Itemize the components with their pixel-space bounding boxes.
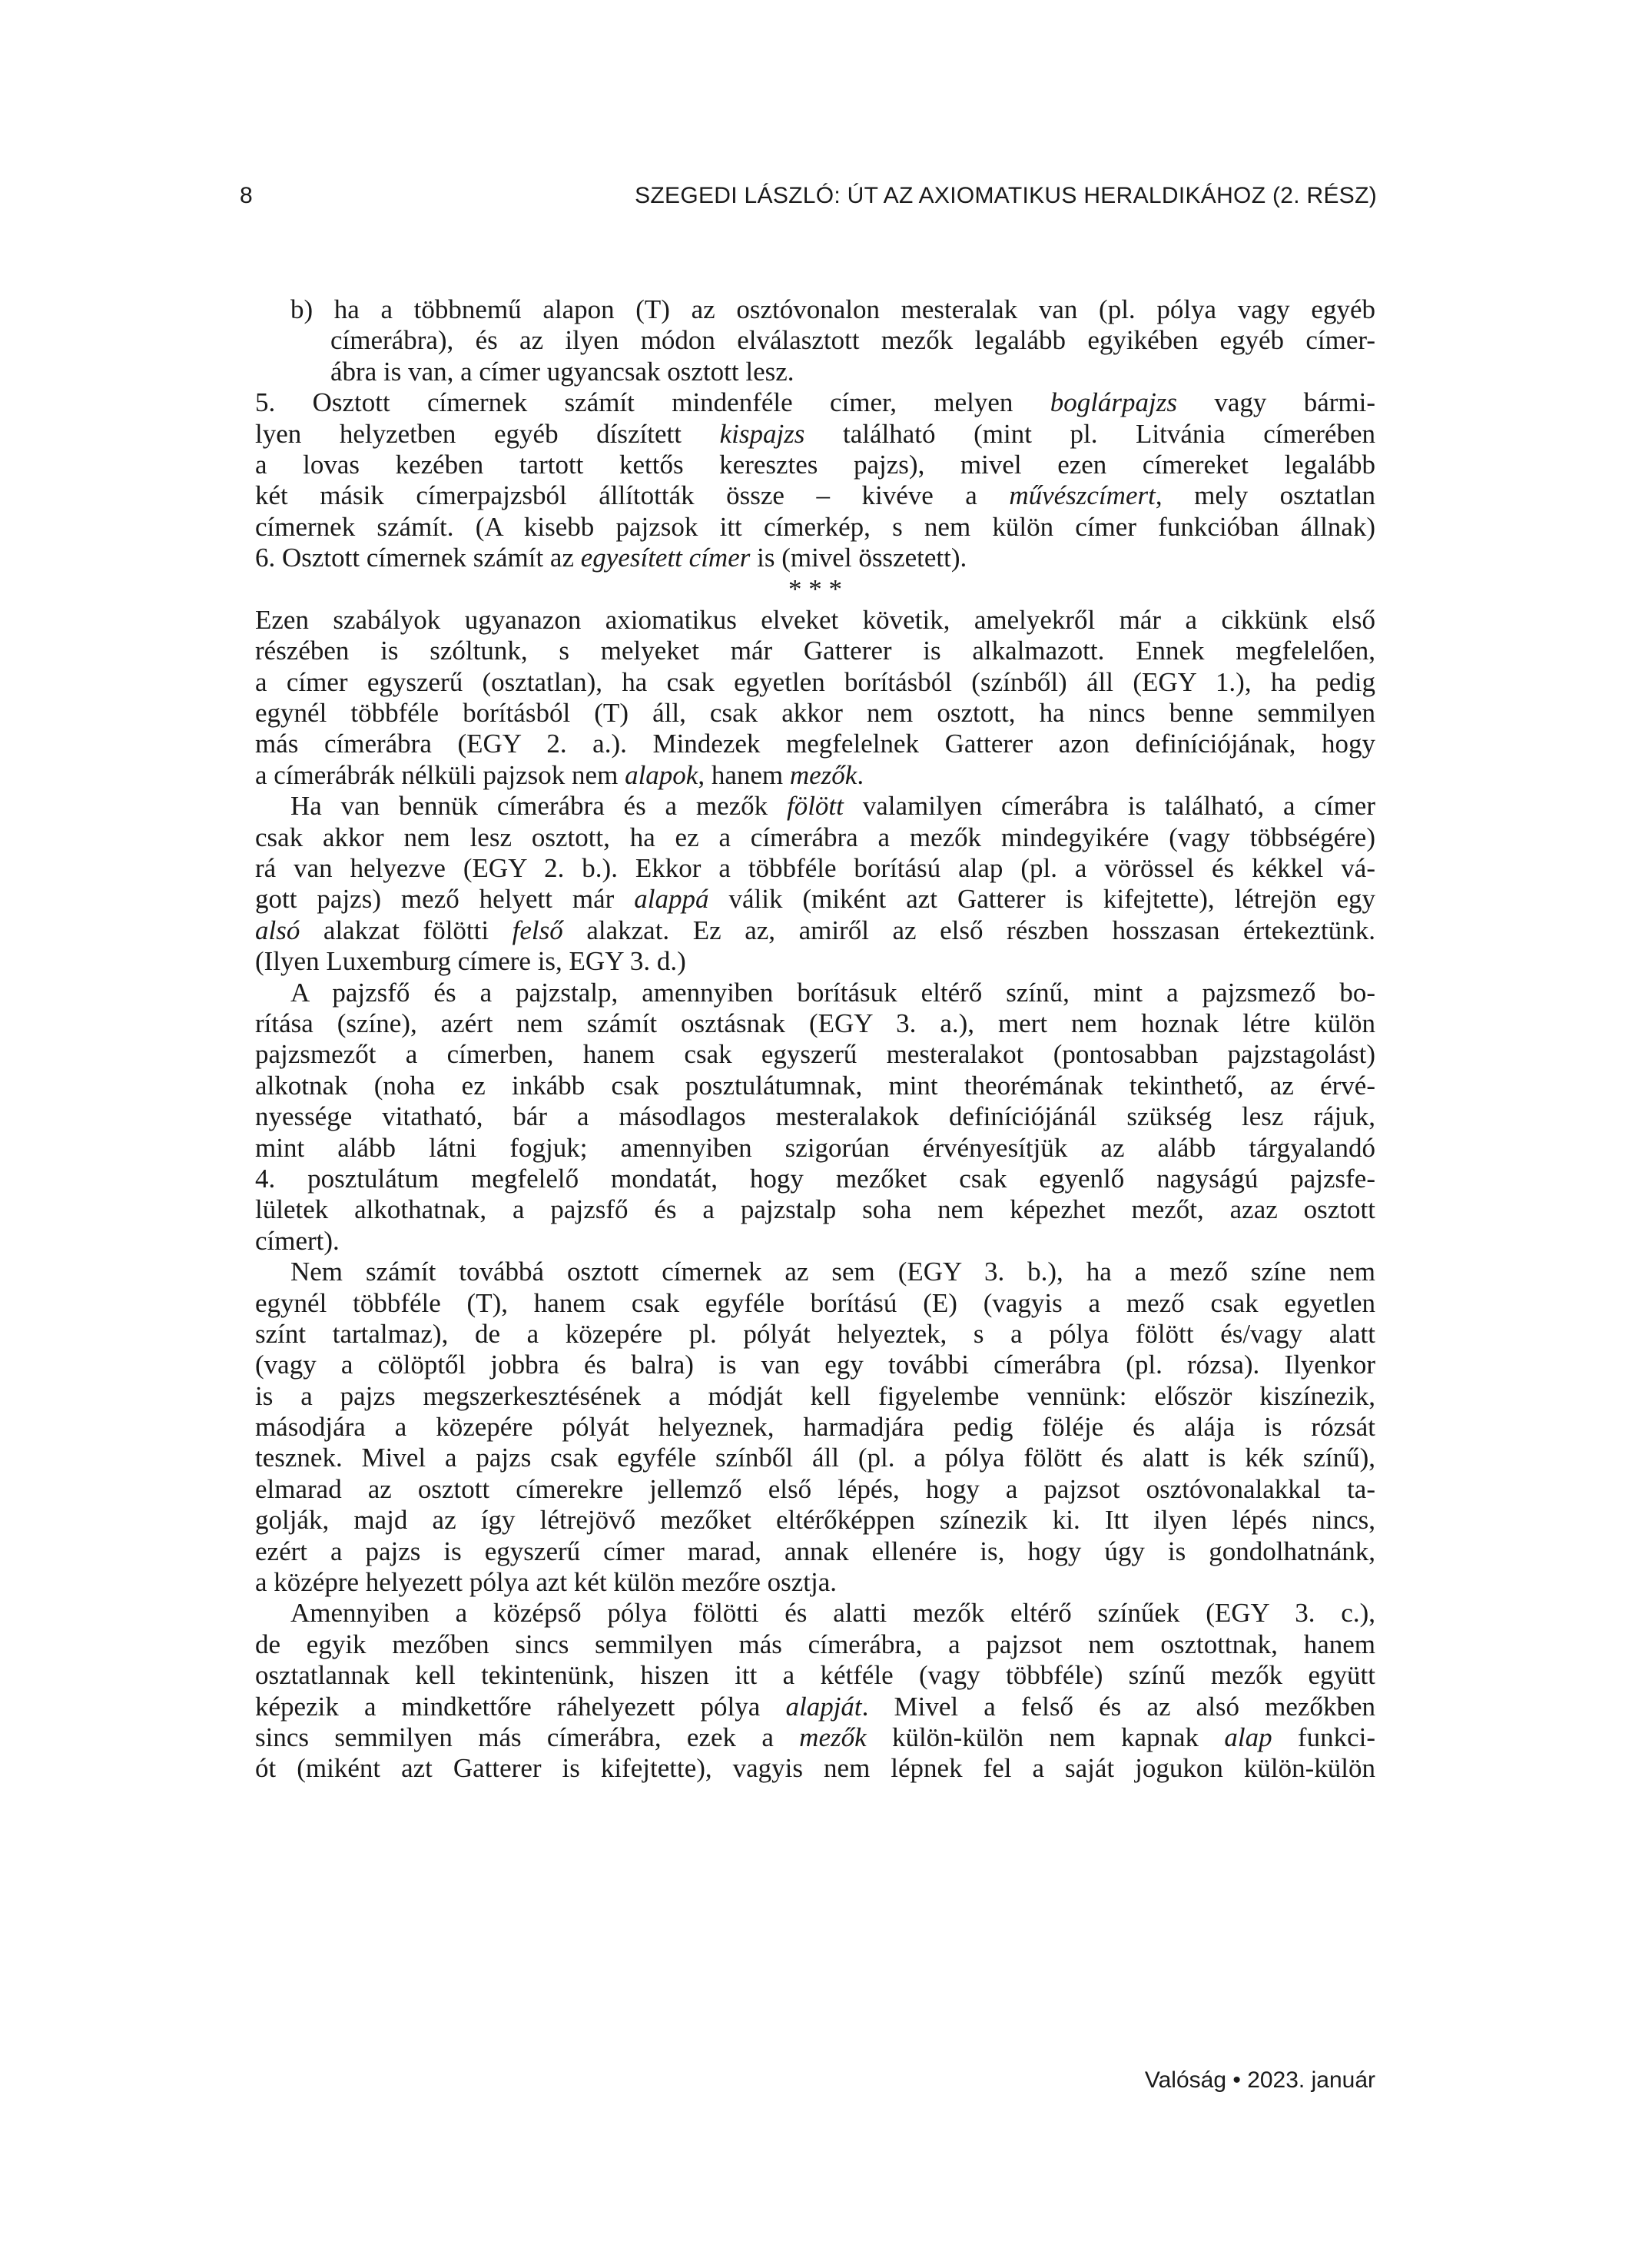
text-line: de egyik mezőben sincs semmilyen más címerábra, a pajzsot nem osztottnak, hanem (255, 1629, 1375, 1659)
text-line: más címerábra (EGY 2. a.). Mindezek megfelelnek Gatterer azon definíciójának, hogy (255, 729, 1375, 759)
text-line: mint alább látni fogjuk; amennyiben szigorúan érvényesítjük az alább tárgyalandó (255, 1132, 1375, 1163)
text-line: rítása (színe), azért nem számít osztásnak (EGY 3. a.), mert nem hoznak létre külön (255, 1008, 1375, 1038)
text-line: képezik a mindkettőre ráhelyezett pólya alapját. Mivel a felső és az alsó mezőkben (255, 1691, 1375, 1722)
text-line: lületek alkothatnak, a pajzsfő és a pajzstalp soha nem képezhet mezőt, azaz osztott (255, 1194, 1375, 1225)
text-line: elmarad az osztott címerekre jellemző első lépés, hogy a pajzsot osztóvonalakkal ta- (255, 1473, 1375, 1504)
text-line: (Ilyen Luxemburg címere is, EGY 3. d.) (255, 946, 686, 977)
text-line: lyen helyzetben egyéb díszített kispajzs található (mint pl. Litvánia címerében (255, 418, 1375, 449)
text-line: csak akkor nem lesz osztott, ha ez a címerábra a mezők mindegyikére (vagy többségére) (255, 822, 1375, 852)
text-line: címernek számít. (A kisebb pajzsok itt címerkép, s nem külön címer funkcióban állnak) (255, 511, 1375, 542)
text-line: A pajzsfő és a pajzstalp, amennyiben borításuk eltérő színű, mint a pajzsmező bo- (290, 977, 1375, 1008)
text-line: a címer egyszerű (osztatlan), ha csak egyetlen borításból (színből) áll (EGY 1.), ha pedig (255, 666, 1375, 697)
text-line: ábra is van, a címer ugyancsak osztott lesz. (330, 356, 794, 387)
text-line: sincs semmilyen más címerábra, ezek a mezők külön-külön nem kapnak alap funkci- (255, 1722, 1375, 1752)
text-line: két másik címerpajzsból állították össze – kivéve a művészcímert, mely osztatlan (255, 480, 1375, 511)
text-line: osztatlannak kell tekintenünk, hiszen itt a kétféle (vagy többféle) színű mezők együtt (255, 1660, 1375, 1691)
text-line: Amennyiben a középső pólya fölötti és alatti mezők eltérő színűek (EGY 3. c.), (290, 1598, 1375, 1629)
text-line: ezért a pajzs is egyszerű címer marad, annak ellenére is, hogy úgy is gondolhatnánk, (255, 1536, 1375, 1566)
text-line: részében is szóltunk, s melyeket már Gatterer is alkalmazott. Ennek megfelelően, (255, 636, 1375, 666)
text-line: gott pajzs) mező helyett már alappá válik (miként azt Gatterer is kifejtette), létrejön egy (255, 884, 1375, 915)
text-line: Ezen szabályok ugyanazon axiomatikus elveket követik, amelyekről már a cikkünk első (255, 604, 1375, 635)
page-number: 8 (240, 183, 253, 208)
text-line: Nem számít továbbá osztott címernek az sem (EGY 3. b.), ha a mező színe nem (290, 1257, 1375, 1287)
text-line: alsó alakzat fölötti felső alakzat. Ez az, amiről az első részben hosszasan értekeztünk. (255, 915, 1375, 945)
text-line: másodjára a közepére pólyát helyeznek, harmadjára pedig föléje és alája is rózsát (255, 1412, 1375, 1443)
text-line: (vagy a cölöptől jobbra és balra) is van egy további címerábra (pl. rózsa). Ilyenkor (255, 1350, 1375, 1380)
text-line: pajzsmezőt a címerben, hanem csak egyszerű mesteralakot (pontosabban pajzstagolást) (255, 1039, 1375, 1070)
text-line: Ha van bennük címerábra és a mezők fölött valamilyen címerábra is található, a címer (290, 791, 1375, 822)
text-line: ót (miként azt Gatterer is kifejtette), vagyis nem lépnek fel a saját jogukon külön-külön (255, 1753, 1375, 1784)
footer-publication: Valóság • 2023. január (1144, 2067, 1375, 2093)
section-separator: * * * (788, 573, 842, 604)
text-line: a középre helyezett pólya azt két külön mezőre osztja. (255, 1567, 838, 1598)
text-line: tesznek. Mivel a pajzs csak egyféle színből áll (pl. a pólya fölött és alatt is kék színű), (255, 1443, 1375, 1473)
text-line: 6. Osztott címernek számít az egyesített címer is (mivel összetett). (255, 543, 967, 573)
text-line: alkotnak (noha ez inkább csak posztulátumnak, mint theorémának tekinthető, az érvé- (255, 1070, 1375, 1101)
text-line: címerábra), és az ilyen módon elválasztott mezők legalább egyikében egyéb címer- (330, 325, 1375, 356)
text-line: a címerábrák nélküli pajzsok nem alapok, hanem mezők. (255, 759, 864, 790)
text-line: címert). (255, 1225, 340, 1256)
text-line: b) ha a többnemű alapon (T) az osztóvonalon mesteralak van (pl. pólya vagy egyéb (290, 294, 1375, 324)
text-line: rá van helyezve (EGY 2. b.). Ekkor a többféle borítású alap (pl. a vörössel és kékkel vá- (255, 853, 1375, 884)
running-title: SZEGEDI LÁSZLÓ: ÚT AZ AXIOMATIKUS HERALDIKÁHOZ (2. RÉSZ) (635, 183, 1377, 208)
text-line: egynél többféle (T), hanem csak egyféle borítású (E) (vagyis a mező csak egyetlen (255, 1287, 1375, 1318)
text-line: is a pajzs megszerkesztésének a módját kell figyelembe vennünk: először kiszínezik, (255, 1380, 1375, 1411)
text-line: egynél többféle borításból (T) áll, csak akkor nem osztott, ha nincs benne semmilyen (255, 698, 1375, 729)
running-head (240, 183, 1377, 221)
text-line: színt tartalmaz), de a közepére pl. pólyát helyeztek, s a pólya fölött és/vagy alatt (255, 1318, 1375, 1349)
text-line: nyessége vitatható, bár a másodlagos mesteralakok definíciójánál szükség lesz rájuk, (255, 1101, 1375, 1132)
article-body (255, 294, 1375, 1785)
text-line: a lovas kezében tartott kettős keresztes pajzs), mivel ezen címereket legalább (255, 449, 1375, 480)
text-line: golják, majd az így létrejövő mezőket eltérőképpen színezik ki. Itt ilyen lépés nincs, (255, 1505, 1375, 1536)
text-line: 4. posztulátum megfelelő mondatát, hogy mezőket csak egyenlő nagyságú pajzsfe- (255, 1163, 1375, 1194)
text-line: 5. Osztott címernek számít mindenféle címer, melyen boglárpajzs vagy bármi- (255, 387, 1375, 418)
